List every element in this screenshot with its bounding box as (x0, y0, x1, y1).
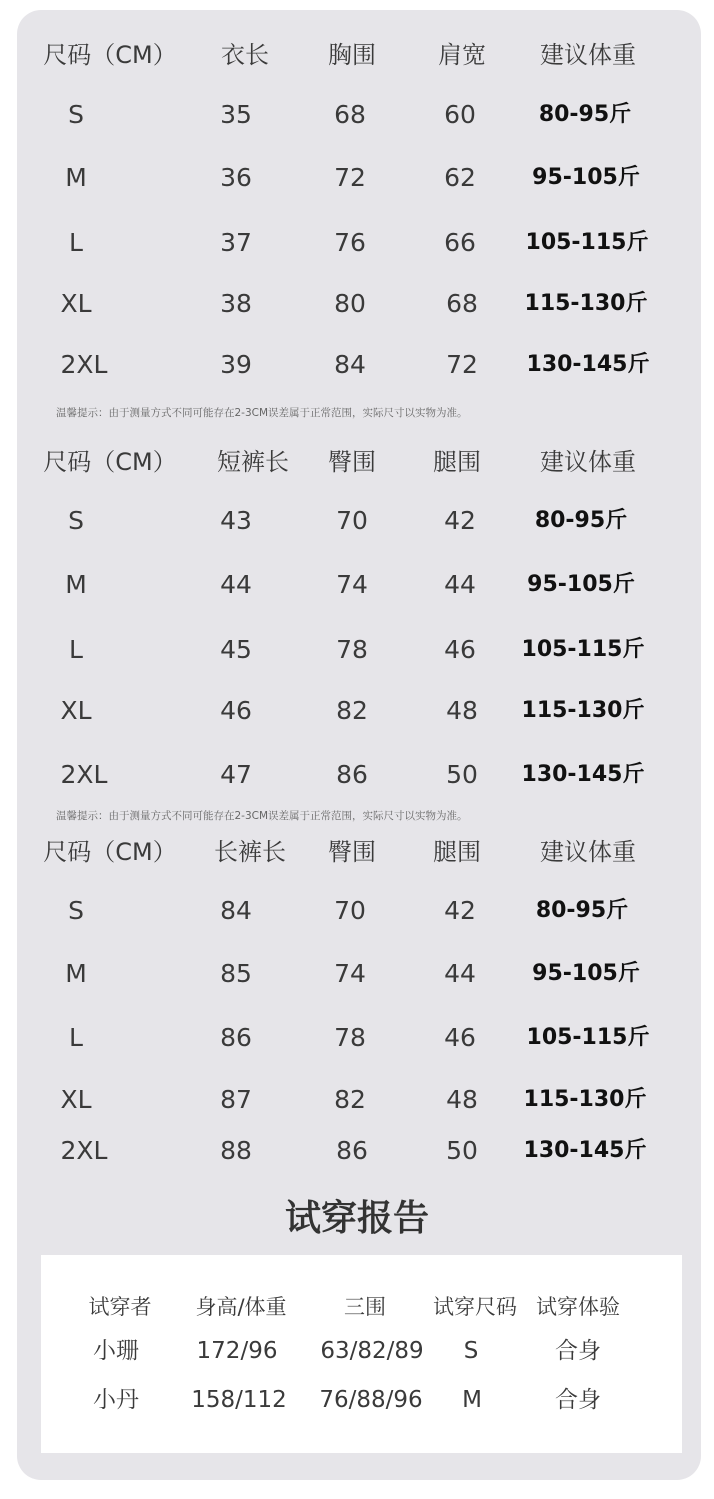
size-cell: 2XL (60, 350, 108, 379)
chest-cell: 68 (334, 100, 366, 129)
length-cell: 43 (220, 506, 252, 535)
size-cell: S (68, 506, 84, 535)
weight-cell: 130-145斤 (521, 762, 645, 787)
header-weight: 建议体重 (540, 41, 636, 69)
weight-cell: 130-145斤 (526, 352, 650, 377)
thigh-cell: 48 (446, 696, 478, 725)
measurements-cell: 76/88/96 (319, 1387, 423, 1413)
size-cell: XL (60, 289, 92, 318)
header-weight: 建议体重 (540, 838, 636, 866)
length-cell: 87 (220, 1085, 252, 1114)
chest-cell: 76 (334, 228, 366, 257)
weight-cell: 95-105斤 (527, 572, 635, 597)
size-cell: XL (60, 696, 92, 725)
header-measurements: 三围 (344, 1295, 386, 1319)
fitting-report-table (41, 1255, 682, 1453)
experience-cell: 合身 (555, 1338, 601, 1364)
table-row (0, 163, 714, 193)
hip-cell: 86 (336, 1136, 368, 1165)
shoulder-cell: 66 (444, 228, 476, 257)
weight-cell: 115-130斤 (524, 291, 648, 316)
table-row (0, 760, 714, 790)
size-cell: M (65, 163, 87, 192)
size-cell: 2XL (60, 1136, 108, 1165)
tried-size-cell: S (463, 1338, 479, 1364)
shoulder-cell: 72 (446, 350, 478, 379)
hip-cell: 70 (334, 896, 366, 925)
header-hip: 臀围 (328, 448, 376, 476)
thigh-cell: 42 (444, 506, 476, 535)
weight-cell: 105-115斤 (521, 637, 645, 662)
length-cell: 86 (220, 1023, 252, 1052)
size-cell: M (65, 570, 87, 599)
header-experience: 试穿体验 (536, 1295, 620, 1319)
hip-cell: 82 (336, 696, 368, 725)
report-row (41, 1385, 682, 1415)
length-cell: 46 (220, 696, 252, 725)
weight-cell: 80-95斤 (538, 102, 632, 127)
header-shoulder: 肩宽 (438, 41, 486, 69)
length-cell: 84 (220, 896, 252, 925)
size-cell: S (68, 896, 84, 925)
table-row (0, 228, 714, 258)
header-thigh: 腿围 (433, 448, 481, 476)
table-row (0, 506, 714, 536)
table-row (0, 696, 714, 726)
header-size: 尺码（CM） (43, 448, 177, 476)
report-header-row (41, 1292, 682, 1322)
hip-cell: 78 (334, 1023, 366, 1052)
length-cell: 85 (220, 959, 252, 988)
thigh-cell: 48 (446, 1085, 478, 1114)
size-cell: L (69, 635, 83, 664)
shoulder-cell: 68 (446, 289, 478, 318)
weight-cell: 95-105斤 (532, 961, 640, 986)
weight-cell: 115-130斤 (521, 698, 645, 723)
size-cell: L (69, 228, 83, 257)
tester-cell: 小珊 (93, 1338, 139, 1364)
table-row (0, 289, 714, 319)
height-weight-cell: 172/96 (196, 1338, 278, 1364)
fitting-report-title: 试穿报告 (284, 1198, 429, 1239)
table-row (0, 896, 714, 926)
length-cell: 37 (220, 228, 252, 257)
header-height-weight: 身高/体重 (195, 1295, 287, 1319)
weight-cell: 115-130斤 (523, 1087, 647, 1112)
table-row (0, 1023, 714, 1053)
tester-cell: 小丹 (93, 1387, 139, 1413)
weight-cell: 130-145斤 (523, 1138, 647, 1163)
thigh-cell: 42 (444, 896, 476, 925)
header-size: 尺码（CM） (43, 838, 177, 866)
hip-cell: 70 (336, 506, 368, 535)
chest-cell: 84 (334, 350, 366, 379)
thigh-cell: 50 (446, 760, 478, 789)
length-cell: 47 (220, 760, 252, 789)
weight-cell: 105-115斤 (525, 230, 649, 255)
weight-cell: 80-95斤 (534, 508, 628, 533)
table-row (0, 1085, 714, 1115)
report-row (41, 1336, 682, 1366)
size-cell: M (65, 959, 87, 988)
thigh-cell: 44 (444, 959, 476, 988)
length-cell: 36 (220, 163, 252, 192)
header-pants-length: 长裤长 (214, 838, 286, 866)
table-row (0, 350, 714, 380)
header-weight: 建议体重 (540, 448, 636, 476)
chest-cell: 72 (334, 163, 366, 192)
table-row (0, 100, 714, 130)
thigh-cell: 50 (446, 1136, 478, 1165)
length-cell: 88 (220, 1136, 252, 1165)
table-header-row (0, 837, 714, 867)
table-header-row (0, 447, 714, 477)
header-length: 衣长 (221, 41, 269, 69)
weight-cell: 95-105斤 (532, 165, 640, 190)
hip-cell: 82 (334, 1085, 366, 1114)
table-row (0, 635, 714, 665)
experience-cell: 合身 (555, 1387, 601, 1413)
hip-cell: 78 (336, 635, 368, 664)
weight-cell: 80-95斤 (535, 898, 629, 923)
header-thigh: 腿围 (433, 838, 481, 866)
length-cell: 44 (220, 570, 252, 599)
table-row (0, 959, 714, 989)
table-row (0, 570, 714, 600)
hip-cell: 74 (336, 570, 368, 599)
header-size: 尺码（CM） (43, 41, 177, 69)
header-tried-size: 试穿尺码 (433, 1295, 517, 1319)
size-cell: XL (60, 1085, 92, 1114)
chest-cell: 80 (334, 289, 366, 318)
measurements-cell: 63/82/89 (320, 1338, 424, 1364)
header-tester: 试穿者 (88, 1295, 152, 1319)
shoulder-cell: 60 (444, 100, 476, 129)
thigh-cell: 46 (444, 635, 476, 664)
hip-cell: 74 (334, 959, 366, 988)
length-cell: 35 (220, 100, 252, 129)
shoulder-cell: 62 (444, 163, 476, 192)
header-chest: 胸围 (328, 41, 376, 69)
thigh-cell: 44 (444, 570, 476, 599)
measurement-note: 温馨提示：由于测量方式不同可能存在2-3CM误差属于正常范围，实际尺寸以实物为准。 (56, 407, 468, 419)
measurement-note: 温馨提示：由于测量方式不同可能存在2-3CM误差属于正常范围，实际尺寸以实物为准。 (56, 810, 468, 822)
weight-cell: 105-115斤 (526, 1025, 650, 1050)
size-cell: 2XL (60, 760, 108, 789)
height-weight-cell: 158/112 (191, 1387, 287, 1413)
size-cell: S (68, 100, 84, 129)
length-cell: 39 (220, 350, 252, 379)
header-shorts-length: 短裤长 (217, 448, 289, 476)
thigh-cell: 46 (444, 1023, 476, 1052)
size-cell: L (69, 1023, 83, 1052)
table-header-row (0, 40, 714, 70)
table-row (0, 1136, 714, 1166)
tried-size-cell: M (462, 1387, 482, 1413)
header-hip: 臀围 (328, 838, 376, 866)
hip-cell: 86 (336, 760, 368, 789)
length-cell: 38 (220, 289, 252, 318)
length-cell: 45 (220, 635, 252, 664)
